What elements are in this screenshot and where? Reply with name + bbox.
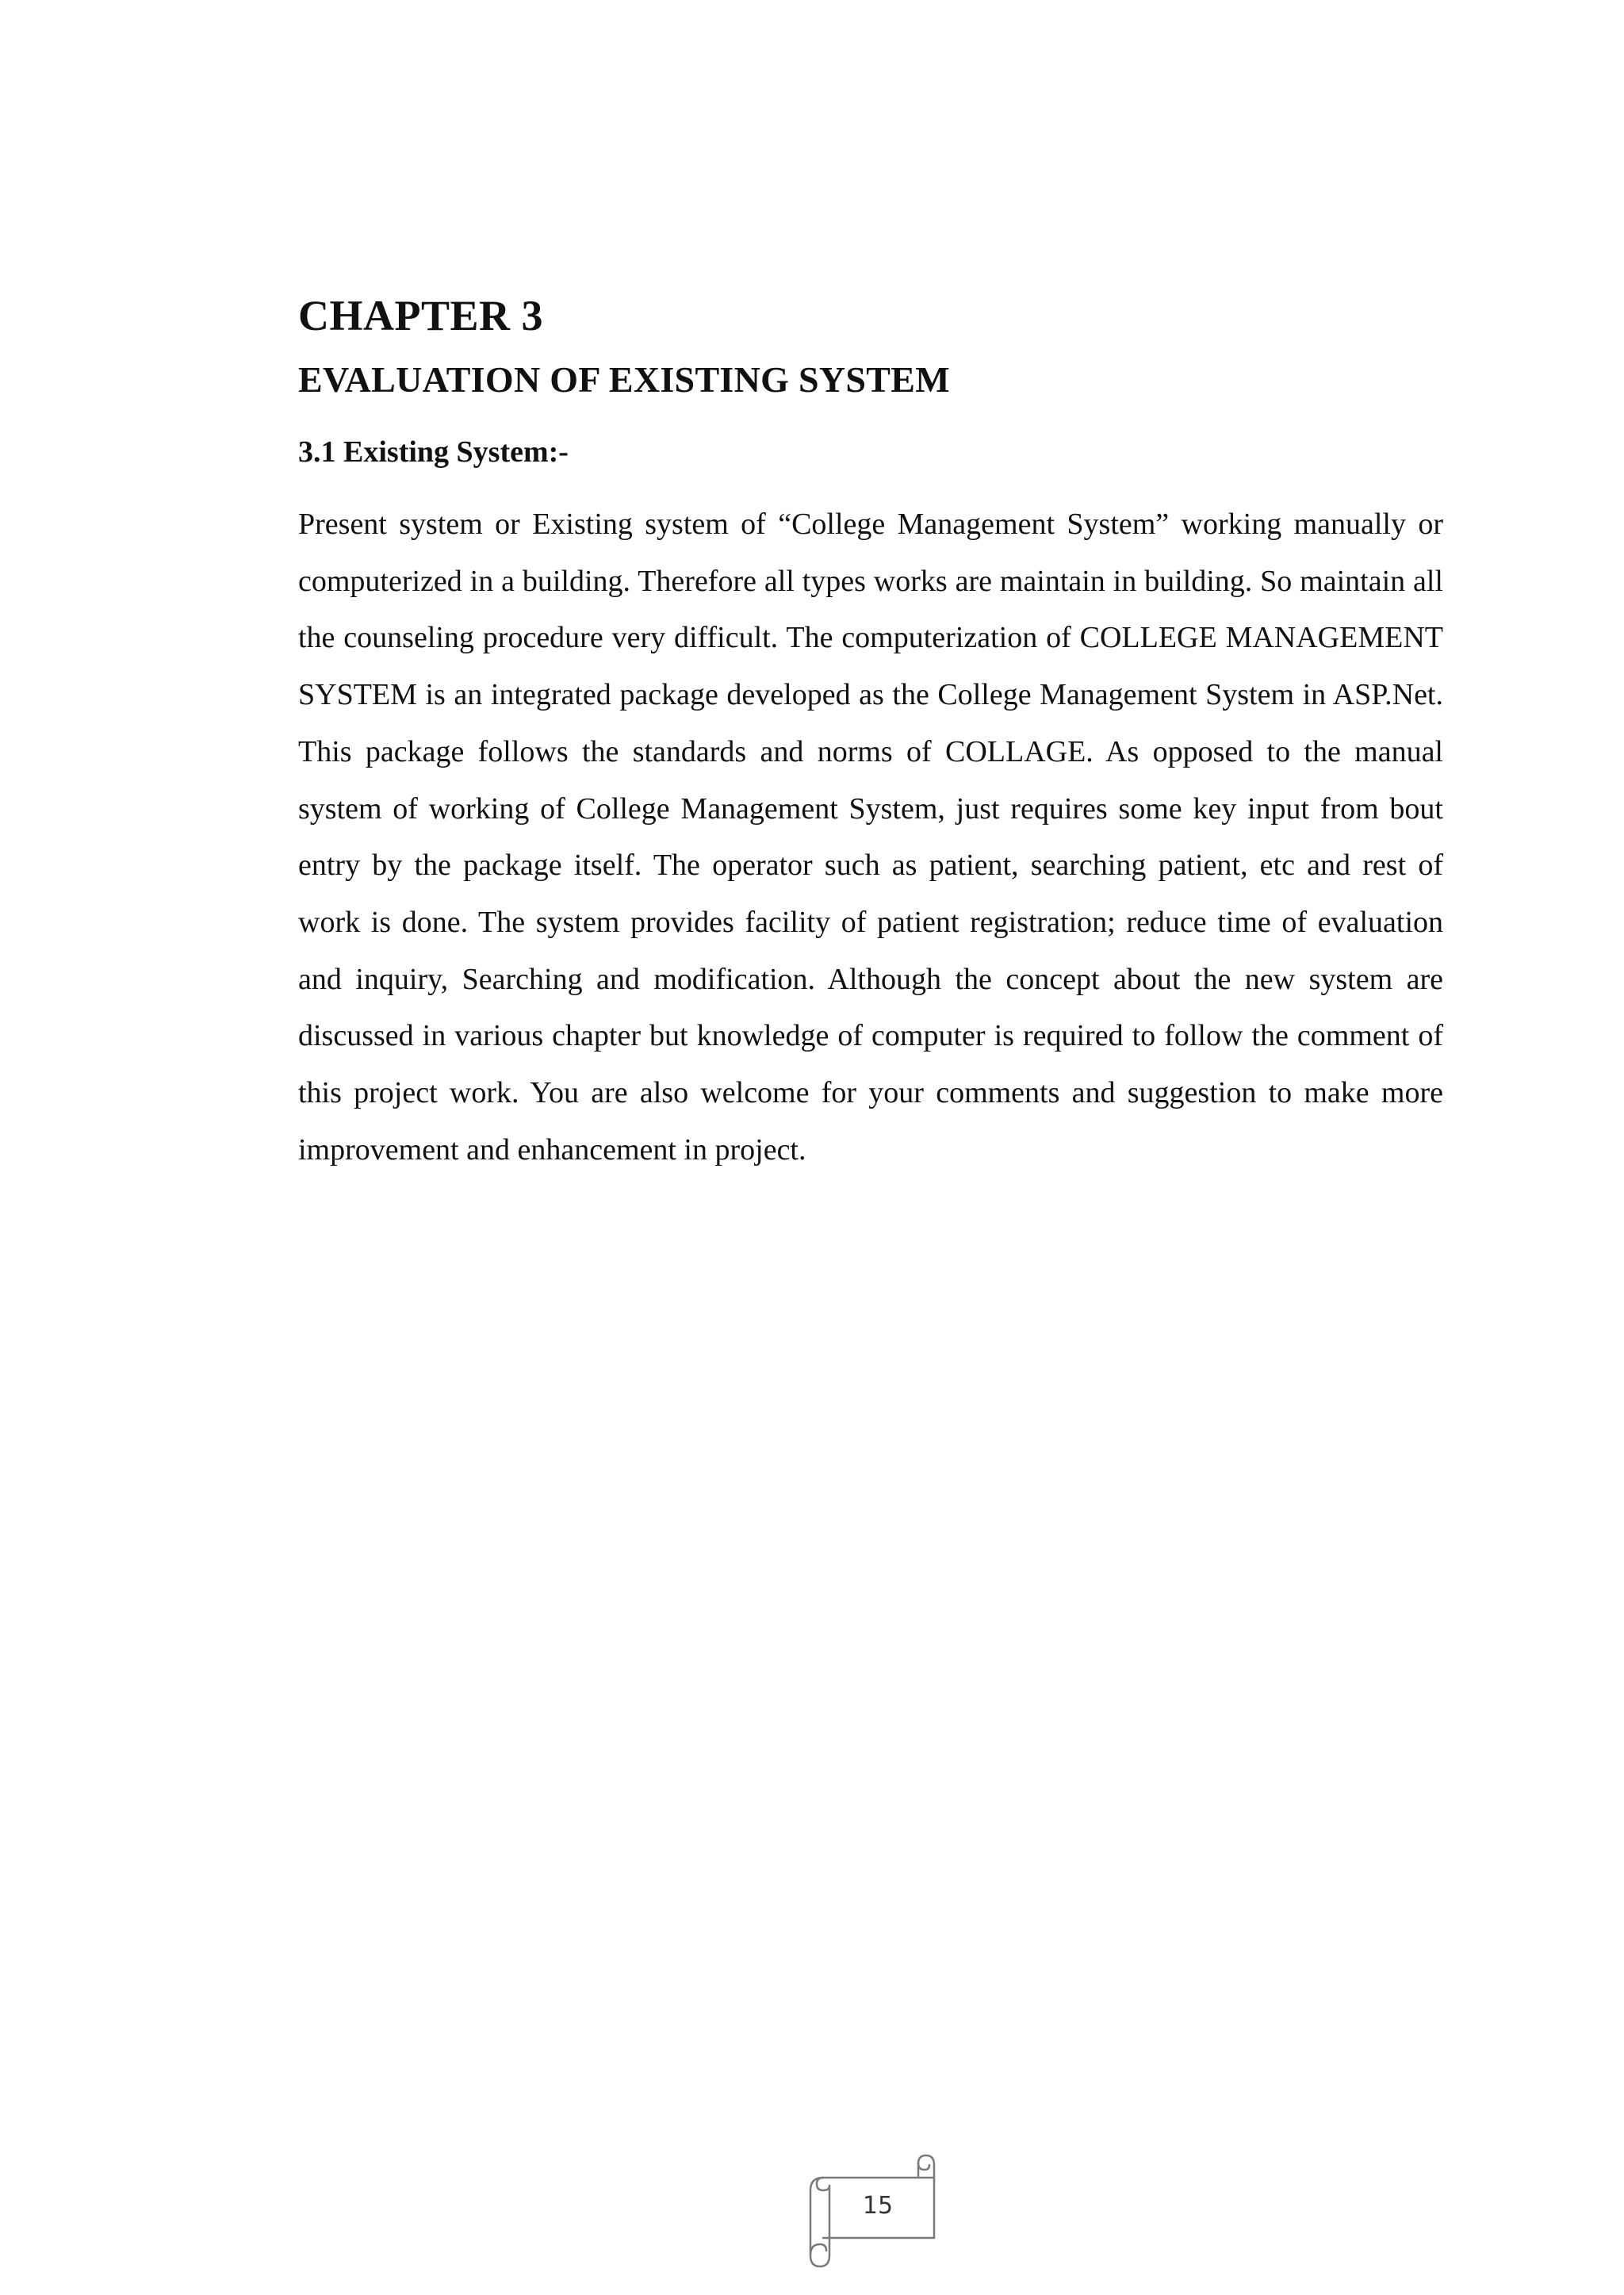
page-footer: [795, 2151, 945, 2271]
section-heading: EVALUATION OF EXISTING SYSTEM: [298, 359, 950, 400]
page-content: [298, 285, 1443, 1178]
page-number: 15: [862, 2192, 894, 2220]
subsection-heading: 3.1 Existing System:-: [298, 435, 569, 469]
chapter-heading: CHAPTER 3: [298, 292, 544, 339]
body-paragraph: Present system or Existing system of “College Management System” working manually or computerized in a building. Therefore all types works are maintain in building. So maintain all the counseling procedure very difficult. The computerization of COLLEGE MANAGEMENT SYSTEM is an integrated package developed as the College Management System in ASP.Net. This package follows the standards and norms of COLLAGE. As opposed to the manual system of working of College Management System, just requires some key input from bout entry by the package itself. The operator such as patient, searching patient, etc and rest of work is done. The system provides facility of patient registration; reduce time of evaluation and inquiry, Searching and modification. Although the concept about the new system are discussed in various chapter but knowledge of computer is required to follow the comment of this project work. You are also welcome for your comments and suggestion to make more improvement and enhancement in project.: [298, 508, 1443, 1167]
